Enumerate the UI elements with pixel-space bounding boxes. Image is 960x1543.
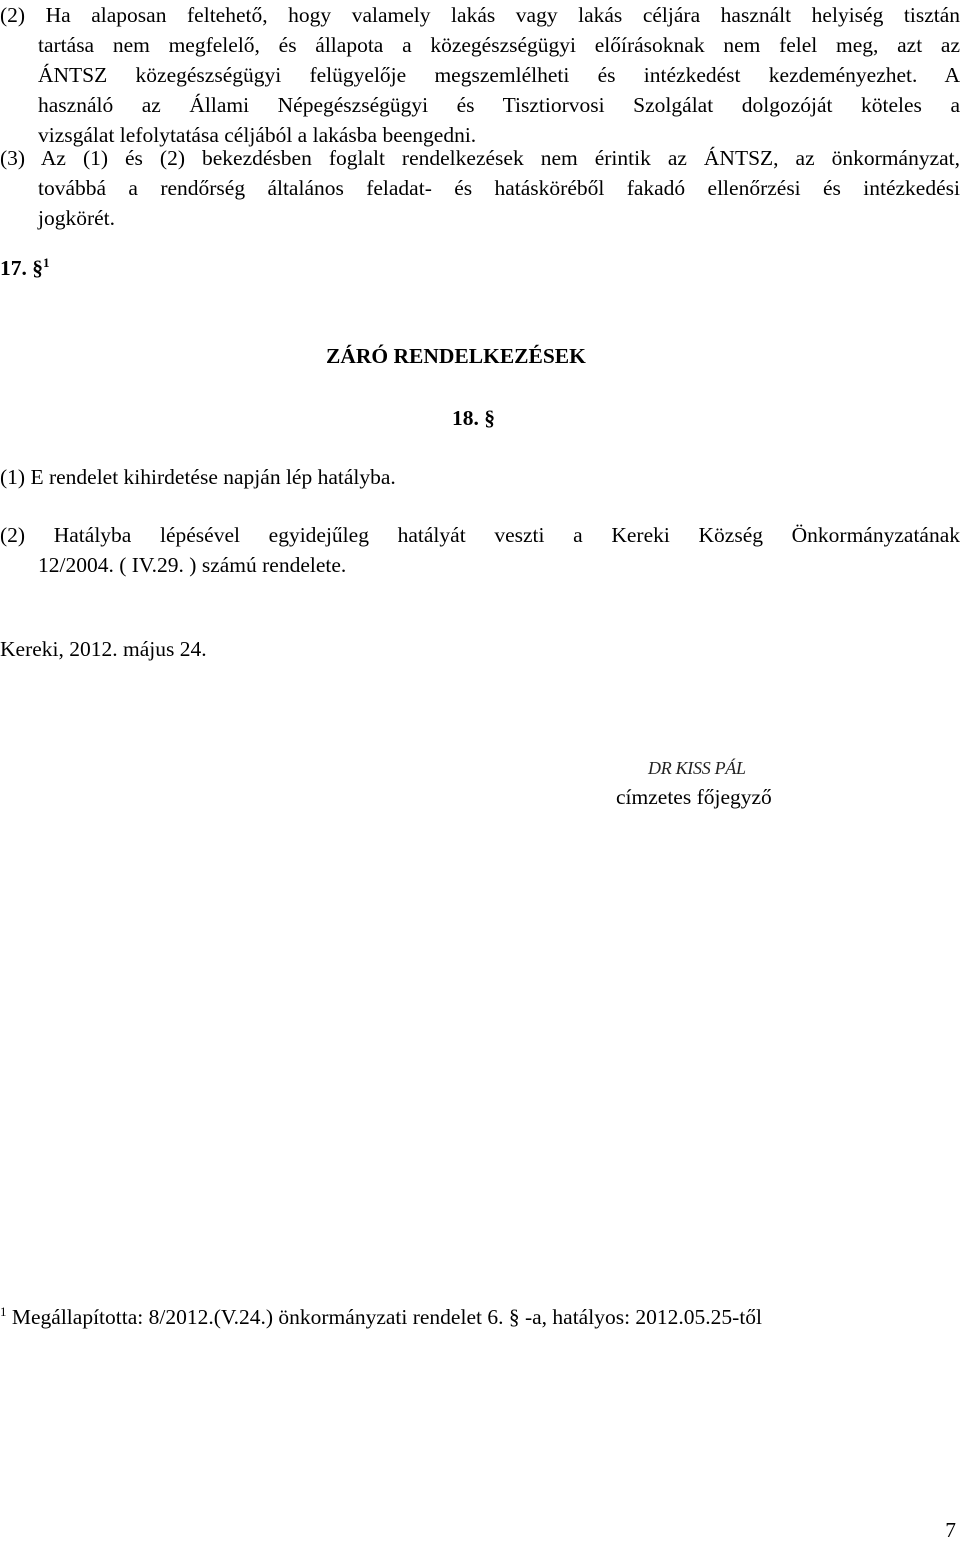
paragraph-3-line-2: továbbá a rendőrség általános feladat- és hatásköréből fakadó ellenőrzési és intézkedési	[38, 176, 960, 200]
paragraph-2	[0, 0, 960, 150]
paragraph-2-line-1: (2) Ha alaposan feltehető, hogy valamely lakás vagy lakás céljára használt helyiség tisztán	[0, 3, 960, 27]
paragraph-2-line-5: vizsgálat lefolytatása céljából a lakásba beengedni.	[38, 123, 477, 147]
place-date: Kereki, 2012. május 24.	[0, 637, 207, 661]
paragraph-2-line-2: tartása nem megfelelő, és állapota a közegészségügyi előírásoknak nem felel meg, azt az	[38, 33, 960, 57]
paragraph-3	[0, 143, 960, 233]
closing-paragraph-2	[0, 520, 960, 580]
page-number: 7	[945, 1518, 956, 1542]
closing-paragraph-2-line-2: 12/2004. ( IV.29. ) számú rendelete.	[38, 553, 347, 577]
paragraph-3-line-3: jogkörét.	[38, 206, 116, 230]
signatory-name: DR KISS PÁL	[648, 758, 746, 778]
section-17-heading	[0, 256, 50, 281]
section-18-heading: 18. §	[452, 406, 495, 430]
paragraph-3-line-1: (3) Az (1) és (2) bekezdésben foglalt rendelkezések nem érintik az ÁNTSZ, az önkormányzat,	[0, 146, 960, 170]
paragraph-2-line-3: ÁNTSZ közegészségügyi felügyelője megszemlélheti és intézkedést kezdeményezhet. A	[38, 63, 960, 87]
paragraph-2-line-4: használó az Állami Népegészségügyi és Tisztiorvosi Szolgálat dolgozóját köteles a	[38, 93, 960, 117]
closing-provisions-heading: ZÁRÓ RENDELKEZÉSEK	[326, 344, 586, 368]
closing-paragraph-2-line-1: (2) Hatályba lépésével egyidejűleg hatályát veszti a Kereki Község Önkormányzatának	[0, 523, 960, 547]
section-17-number: 17. §	[0, 256, 43, 280]
footnote-marker: 1	[0, 1304, 7, 1319]
footnote-text: Megállapította: 8/2012.(V.24.) önkormányzati rendelet 6. § -a, hatályos: 2012.05.25-től	[6, 1305, 763, 1329]
footnote-reference: 1	[43, 255, 50, 270]
footnote	[0, 1305, 762, 1330]
closing-paragraph-1: (1) E rendelet kihirdetése napján lép hatályba.	[0, 465, 396, 489]
signatory-title: címzetes főjegyző	[616, 785, 772, 809]
